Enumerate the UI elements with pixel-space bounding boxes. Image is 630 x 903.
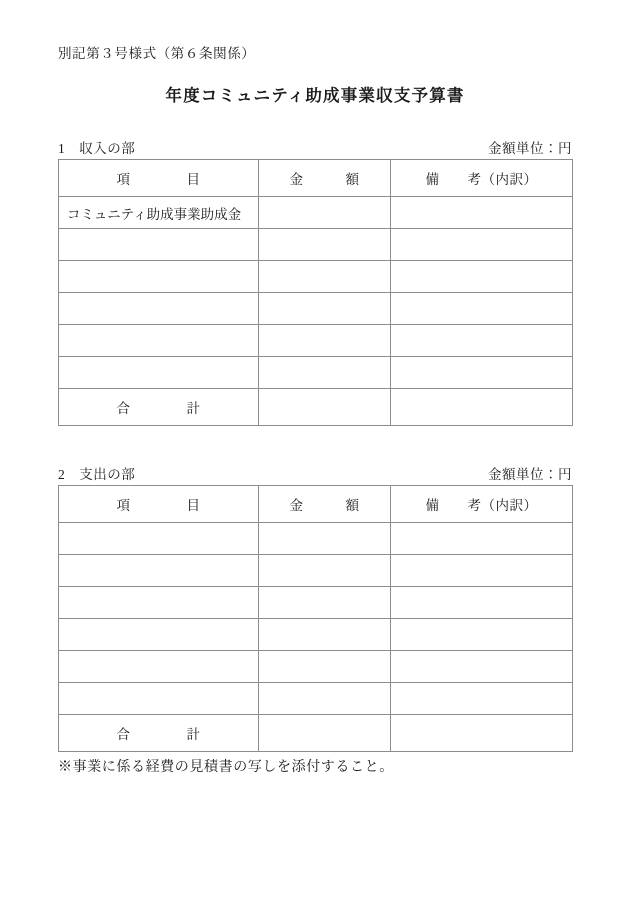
cell-note[interactable] xyxy=(391,555,573,587)
section-expenditure xyxy=(58,463,572,752)
cell-note[interactable] xyxy=(391,293,573,325)
footnote: ※事業に係る経費の見積書の写しを添付すること。 xyxy=(58,760,394,775)
cell-amount[interactable] xyxy=(259,197,391,229)
cell-amount[interactable] xyxy=(259,229,391,261)
cell-item[interactable] xyxy=(59,555,259,587)
table-row xyxy=(59,293,573,325)
form-number: 別記第３号様式（第６条関係） xyxy=(58,46,256,61)
table-row xyxy=(59,197,573,229)
table-row xyxy=(59,619,573,651)
total-amount[interactable] xyxy=(259,715,391,752)
cell-amount[interactable] xyxy=(259,293,391,325)
cell-note[interactable] xyxy=(391,325,573,357)
column-header-amount: 金 額 xyxy=(259,486,391,523)
cell-amount[interactable] xyxy=(259,325,391,357)
cell-note[interactable] xyxy=(391,261,573,293)
column-header-note: 備 考（内訳） xyxy=(391,160,573,197)
table-row xyxy=(59,523,573,555)
table-row xyxy=(59,229,573,261)
column-header-amount: 金 額 xyxy=(259,160,391,197)
cell-amount[interactable] xyxy=(259,683,391,715)
income-table xyxy=(58,159,573,426)
cell-item[interactable] xyxy=(59,651,259,683)
cell-note[interactable] xyxy=(391,523,573,555)
section-income-unit: 金額単位：円 xyxy=(488,141,572,156)
cell-note[interactable] xyxy=(391,587,573,619)
cell-item[interactable] xyxy=(59,229,259,261)
table-row xyxy=(59,651,573,683)
expenditure-table xyxy=(58,485,573,752)
cell-amount[interactable] xyxy=(259,619,391,651)
cell-amount[interactable] xyxy=(259,523,391,555)
table-header-row xyxy=(59,160,573,197)
cell-item[interactable] xyxy=(59,261,259,293)
cell-item[interactable] xyxy=(59,293,259,325)
table-header-row xyxy=(59,486,573,523)
page-title: 年度コミュニティ助成事業収支予算書 xyxy=(165,86,465,105)
cell-item[interactable] xyxy=(59,619,259,651)
table-total-row xyxy=(59,389,573,426)
table-row xyxy=(59,357,573,389)
section-expenditure-unit: 金額単位：円 xyxy=(488,467,572,482)
table-row xyxy=(59,587,573,619)
section-income xyxy=(58,137,572,426)
total-label: 合 計 xyxy=(59,715,259,752)
section-income-label: 1 収入の部 xyxy=(58,141,136,156)
total-note[interactable] xyxy=(391,715,573,752)
cell-item[interactable] xyxy=(59,523,259,555)
cell-amount[interactable] xyxy=(259,555,391,587)
cell-item[interactable] xyxy=(59,325,259,357)
column-header-note: 備 考（内訳） xyxy=(391,486,573,523)
cell-amount[interactable] xyxy=(259,651,391,683)
cell-note[interactable] xyxy=(391,197,573,229)
table-row xyxy=(59,555,573,587)
table-row xyxy=(59,261,573,293)
table-row xyxy=(59,683,573,715)
column-header-item: 項 目 xyxy=(59,160,259,197)
cell-item[interactable]: コミュニティ助成事業助成金 xyxy=(59,197,259,229)
section-expenditure-header xyxy=(58,463,572,485)
cell-amount[interactable] xyxy=(259,587,391,619)
table-total-row xyxy=(59,715,573,752)
total-amount[interactable] xyxy=(259,389,391,426)
cell-amount[interactable] xyxy=(259,261,391,293)
section-expenditure-label: 2 支出の部 xyxy=(58,467,136,482)
cell-note[interactable] xyxy=(391,651,573,683)
cell-note[interactable] xyxy=(391,357,573,389)
section-income-header xyxy=(58,137,572,159)
total-note[interactable] xyxy=(391,389,573,426)
cell-item[interactable] xyxy=(59,587,259,619)
cell-item[interactable] xyxy=(59,357,259,389)
cell-item[interactable] xyxy=(59,683,259,715)
cell-note[interactable] xyxy=(391,683,573,715)
cell-note[interactable] xyxy=(391,229,573,261)
total-label: 合 計 xyxy=(59,389,259,426)
cell-amount[interactable] xyxy=(259,357,391,389)
table-row xyxy=(59,325,573,357)
cell-note[interactable] xyxy=(391,619,573,651)
column-header-item: 項 目 xyxy=(59,486,259,523)
